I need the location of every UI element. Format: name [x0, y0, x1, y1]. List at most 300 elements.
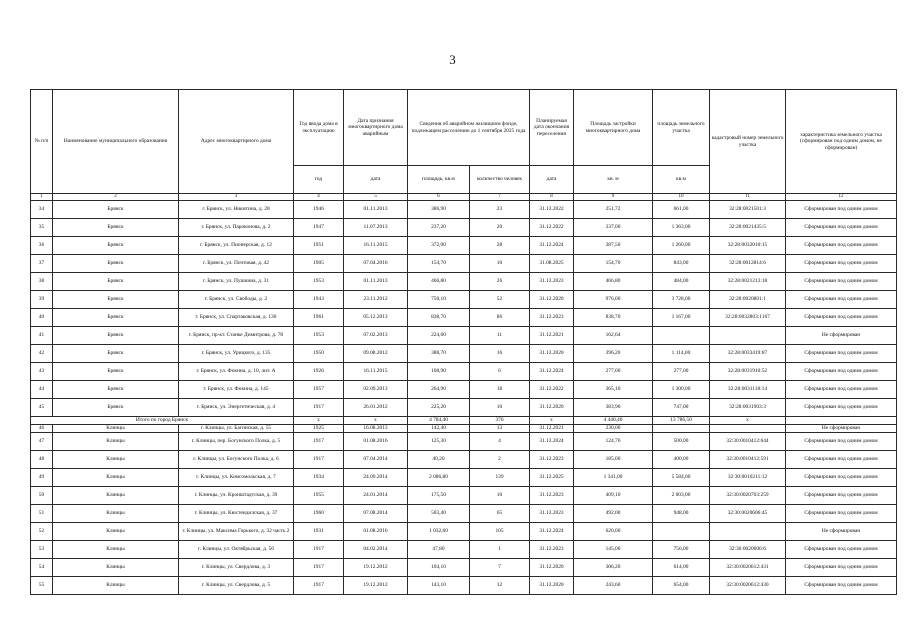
table-row [31, 577, 897, 595]
cadastral-number-cell [710, 425, 786, 433]
commission-year-cell: 1926 [294, 363, 344, 381]
land-area-cell: 654,00 [653, 577, 710, 595]
table-row [31, 505, 897, 523]
emergency-area-cell: 750,10 [408, 291, 470, 309]
land-area-cell: 661,00 [653, 201, 710, 219]
emergency-area-cell: 125,30 [408, 433, 470, 451]
col-header-resettlement-end: Планируемая дата окончания переселения [530, 90, 574, 166]
land-status-cell: Сформирован под одним домом [786, 381, 897, 399]
column-number: 9 [574, 194, 653, 201]
emergency-area-cell: 154,70 [408, 255, 470, 273]
building-area-cell: 976,00 [574, 291, 653, 309]
row-number-cell: 45 [31, 399, 53, 417]
land-area-cell: 400,00 [653, 451, 710, 469]
land-status-cell: Сформирован под одним домом [786, 291, 897, 309]
resident-count-cell: 86 [470, 309, 530, 327]
land-status-cell: Сформирован под одним домом [786, 219, 897, 237]
total-build-cell: 4 440,40 [574, 417, 653, 425]
col-header-address: Адрес многоквартирного дома [179, 90, 294, 194]
land-status-cell: Сформирован под одним домом [786, 345, 897, 363]
address-cell: г. Клинцы, ул. Кюстендилская, д. 37 [179, 505, 294, 523]
commission-year-cell: 1905 [294, 255, 344, 273]
building-area-cell: 337,00 [574, 219, 653, 237]
total-char-cell [786, 417, 897, 425]
resettlement-end-date-cell: 31.12.2020 [530, 577, 574, 595]
emergency-date-cell: 07.04.2016 [344, 255, 408, 273]
emergency-date-cell: 05.12.2013 [344, 309, 408, 327]
row-number-cell: 51 [31, 505, 53, 523]
building-area-cell: 251,72 [574, 201, 653, 219]
municipality-cell: Брянск [53, 219, 179, 237]
cadastral-number-cell: 32:28:0031118:14 [710, 381, 786, 399]
commission-year-cell: 1951 [294, 237, 344, 255]
table-row [31, 273, 897, 291]
commission-year-cell: 1955 [294, 487, 344, 505]
address-cell: г. Клинцы, ул. Комсомольская, д. 7 [179, 469, 294, 487]
resident-count-cell: 16 [470, 345, 530, 363]
resettlement-end-date-cell: 31.08.2025 [530, 255, 574, 273]
resettlement-end-date-cell: 31.12.2022 [530, 219, 574, 237]
total-end-cell: x [530, 417, 574, 425]
total-row [31, 417, 897, 425]
emergency-date-cell: 01.11.2013 [344, 201, 408, 219]
table-row [31, 201, 897, 219]
subheader-land-sqm: кв.м [653, 166, 710, 194]
emergency-date-cell: 11.07.2013 [344, 219, 408, 237]
cadastral-number-cell: 32:28:0033419:87 [710, 345, 786, 363]
resident-count-cell: 18 [470, 381, 530, 399]
building-area-cell: 230,00 [574, 425, 653, 433]
building-area-cell: 124,76 [574, 433, 653, 451]
table-row [31, 363, 897, 381]
municipality-cell: Клинцы [53, 425, 179, 433]
row-number-cell: 38 [31, 273, 53, 291]
municipality-cell: Клинцы [53, 469, 179, 487]
resettlement-end-date-cell: 31.12.2021 [530, 425, 574, 433]
land-area-cell: 1 114,00 [653, 345, 710, 363]
building-area-cell: 145,00 [574, 541, 653, 559]
address-cell: г. Брянск, ул. Пароконова, д. 2 [179, 219, 294, 237]
cadastral-number-cell: 32:30:0020612:431 [710, 559, 786, 577]
emergency-area-cell: 175,50 [408, 487, 470, 505]
building-area-cell: 243,60 [574, 577, 653, 595]
land-area-cell: 2 003,00 [653, 487, 710, 505]
table-row [31, 237, 897, 255]
cadastral-number-cell [710, 327, 786, 345]
commission-year-cell: 1953 [294, 327, 344, 345]
cadastral-number-cell: 32:30:0010412:591 [710, 451, 786, 469]
resident-count-cell: 10 [470, 487, 530, 505]
resettlement-end-date-cell: 31.12.2022 [530, 201, 574, 219]
table-row [31, 345, 897, 363]
resettlement-end-date-cell: 31.12.2020 [530, 559, 574, 577]
row-number-cell: 47 [31, 433, 53, 451]
table-row [31, 559, 897, 577]
land-status-cell: Сформирован под одним домом [786, 309, 897, 327]
table-row [31, 291, 897, 309]
commission-year-cell: 1931 [294, 523, 344, 541]
land-area-cell: 756,00 [653, 541, 710, 559]
municipality-cell: Брянск [53, 237, 179, 255]
commission-year-cell: 1917 [294, 559, 344, 577]
land-status-cell: Не сформирован [786, 523, 897, 541]
municipality-cell: Брянск [53, 345, 179, 363]
commission-year-cell: 1917 [294, 577, 344, 595]
subheader-people: количество человек [470, 166, 530, 194]
commission-year-cell: 1953 [294, 273, 344, 291]
row-number-cell: 43 [31, 363, 53, 381]
column-number-row [31, 194, 897, 201]
emergency-area-cell: 372,00 [408, 237, 470, 255]
resident-count-cell: 4 [470, 433, 530, 451]
emergency-date-cell: 24.09.2014 [344, 469, 408, 487]
resident-count-cell: 7 [470, 559, 530, 577]
commission-year-cell: 1917 [294, 451, 344, 469]
row-number-cell: 36 [31, 237, 53, 255]
commission-year-cell: 1934 [294, 469, 344, 487]
address-cell: г. Брянск, ул. Фокина, д. 145 [179, 381, 294, 399]
commission-year-cell: 1943 [294, 291, 344, 309]
resettlement-end-date-cell: 31.12.2022 [530, 381, 574, 399]
address-cell: г. Брянск, ул. Свободы, д. 2 [179, 291, 294, 309]
col-header-cadastral: кадастровый номер земельного участка [710, 90, 786, 194]
building-area-cell: 838,70 [574, 309, 653, 327]
commission-year-cell: 1946 [294, 201, 344, 219]
address-cell: г. Брянск, ул. Никитина, д. 28 [179, 201, 294, 219]
emergency-area-cell: 104,10 [408, 559, 470, 577]
resident-count-cell: 10 [470, 399, 530, 417]
row-number-cell: 55 [31, 577, 53, 595]
table-row [31, 469, 897, 487]
resident-count-cell: 52 [470, 291, 530, 309]
header-row [31, 90, 897, 166]
resettlement-end-date-cell: 31.12.2023 [530, 487, 574, 505]
subheader-year: год [294, 166, 344, 194]
table-row [31, 433, 897, 451]
resident-count-cell: 139 [470, 469, 530, 487]
land-area-cell: 500,00 [653, 433, 710, 451]
building-area-cell: 492,00 [574, 505, 653, 523]
resettlement-end-date-cell: 31.12.2024 [530, 433, 574, 451]
address-cell: г. Брянск, ул. Урицкого, д. 135 [179, 345, 294, 363]
address-cell: г. Клинцы, ул. Богунского Полка, д. 6 [179, 451, 294, 469]
land-area-cell [653, 523, 710, 541]
row-number-cell: 54 [31, 559, 53, 577]
land-status-cell: Сформирован под одним домом [786, 237, 897, 255]
commission-year-cell: 1961 [294, 309, 344, 327]
total-date-cell: x [344, 417, 408, 425]
emergency-area-cell: 386,90 [408, 201, 470, 219]
address-cell: г. Клинцы, пер. Богунского Полка, д. 5 [179, 433, 294, 451]
row-number-cell: 41 [31, 327, 53, 345]
land-area-cell: 5 584,00 [653, 469, 710, 487]
land-area-cell: 614,00 [653, 559, 710, 577]
address-cell: г. Брянск, ул. Почтовая, д. 42 [179, 255, 294, 273]
emergency-area-cell: 838,70 [408, 309, 470, 327]
land-status-cell: Сформирован под одним домом [786, 487, 897, 505]
cadastral-number-cell: 32:28:0021435:5 [710, 219, 786, 237]
land-status-cell: Сформирован под одним домом [786, 433, 897, 451]
address-cell: г. Брянск, ул. Спартаковская, д. 130 [179, 309, 294, 327]
row-number-cell: 49 [31, 469, 53, 487]
commission-year-cell: 1950 [294, 345, 344, 363]
municipality-cell: Клинцы [53, 487, 179, 505]
resident-count-cell: 1 [470, 541, 530, 559]
municipality-cell: Клинцы [53, 505, 179, 523]
address-cell: г. Клинцы, ул. Максима Горького, д. 32 часть 2 [179, 523, 294, 541]
resettlement-end-date-cell: 31.12.2023 [530, 309, 574, 327]
row-number-cell: 39 [31, 291, 53, 309]
cadastral-number-cell: 32:30:0020612:430 [710, 577, 786, 595]
resident-count-cell: 20 [470, 219, 530, 237]
subheader-area: площадь, кв.м [408, 166, 470, 194]
column-number: 10 [653, 194, 710, 201]
cadastral-number-cell: 32:30:0010412:644 [710, 433, 786, 451]
municipality-cell: Клинцы [53, 451, 179, 469]
land-status-cell: Сформирован под одним домом [786, 541, 897, 559]
table-row [31, 219, 897, 237]
emergency-area-cell: 142,40 [408, 425, 470, 433]
resettlement-end-date-cell: 31.12.2024 [530, 363, 574, 381]
total-year-cell: x [294, 417, 344, 425]
emergency-date-cell: 01.08.2016 [344, 523, 408, 541]
land-area-cell: 1 167,00 [653, 309, 710, 327]
land-status-cell: Сформирован под одним домом [786, 451, 897, 469]
emergency-date-cell: 01.08.2016 [344, 433, 408, 451]
emergency-date-cell: 07.08.2014 [344, 505, 408, 523]
cadastral-number-cell: 32:28:0021213:18 [710, 273, 786, 291]
row-number-cell: 35 [31, 219, 53, 237]
total-land-cell: 13 786,50 [653, 417, 710, 425]
resettlement-end-date-cell: 31.12.2024 [530, 237, 574, 255]
address-cell: г. Клинцы, ул. Октябрьская, д. 56 [179, 541, 294, 559]
land-area-cell: 747,00 [653, 399, 710, 417]
commission-year-cell: 1947 [294, 219, 344, 237]
emergency-area-cell: 143,10 [408, 577, 470, 595]
municipality-cell: Клинцы [53, 523, 179, 541]
municipality-cell: Брянск [53, 291, 179, 309]
table-row [31, 381, 897, 399]
table-row [31, 487, 897, 505]
building-area-cell: 466,80 [574, 273, 653, 291]
emergency-date-cell: 16.11.2015 [344, 363, 408, 381]
column-number: 6 [408, 194, 470, 201]
row-number-cell: 52 [31, 523, 53, 541]
table-row [31, 309, 897, 327]
resettlement-end-date-cell: 31.12.2020 [530, 291, 574, 309]
emergency-area-cell: 466,80 [408, 273, 470, 291]
column-number: 4 [294, 194, 344, 201]
col-header-emergency-fund: Сведения об аварийном жилищном фонде, подлежащем расселению до 1 сентября 2025 года [408, 90, 530, 166]
emergency-area-cell: 40,20 [408, 451, 470, 469]
address-cell: г. Брянск, ул. Пушкина, д. 31 [179, 273, 294, 291]
col-header-land-area: площадь земельного участка [653, 90, 710, 166]
municipality-cell: Клинцы [53, 577, 179, 595]
land-area-cell [653, 327, 710, 345]
land-area-cell: 484,00 [653, 273, 710, 291]
land-status-cell: Не сформирован [786, 425, 897, 433]
table-row [31, 523, 897, 541]
land-area-cell: 1 260,00 [653, 237, 710, 255]
resettlement-end-date-cell: 31.12.2023 [530, 505, 574, 523]
table-row [31, 451, 897, 469]
land-status-cell: Не сформирован [786, 327, 897, 345]
emergency-housing-table [30, 89, 897, 595]
commission-year-cell: 1925 [294, 425, 344, 433]
land-status-cell: Сформирован под одним домом [786, 273, 897, 291]
emergency-date-cell: 04.02.2014 [344, 541, 408, 559]
land-status-cell: Сформирован под одним домом [786, 505, 897, 523]
resettlement-end-date-cell: 31.12.2024 [530, 523, 574, 541]
land-status-cell: Сформирован под одним домом [786, 577, 897, 595]
row-number-cell: 53 [31, 541, 53, 559]
emergency-area-cell: 224,60 [408, 327, 470, 345]
resettlement-end-date-cell: 31.12.2023 [530, 451, 574, 469]
column-number: 1 [31, 194, 53, 201]
emergency-date-cell: 16.11.2015 [344, 237, 408, 255]
land-status-cell: Сформирован под одним домом [786, 363, 897, 381]
emergency-area-cell: 503,40 [408, 505, 470, 523]
building-area-cell: 409,10 [574, 487, 653, 505]
building-area-cell: 306,20 [574, 559, 653, 577]
resettlement-end-date-cell: 31.12.2020 [530, 345, 574, 363]
land-area-cell: 948,00 [653, 505, 710, 523]
cadastral-number-cell: 32:28:0012814:6 [710, 255, 786, 273]
municipality-cell: Брянск [53, 273, 179, 291]
emergency-area-cell: 237,20 [408, 219, 470, 237]
emergency-area-cell: 225,20 [408, 399, 470, 417]
emergency-date-cell: 19.12.2012 [344, 559, 408, 577]
emergency-date-cell: 01.11.2013 [344, 273, 408, 291]
land-status-cell: Сформирован под одним домом [786, 399, 897, 417]
municipality-cell: Брянск [53, 399, 179, 417]
building-area-cell: 383,90 [574, 399, 653, 417]
resident-count-cell: 23 [470, 201, 530, 219]
municipality-cell: Клинцы [53, 541, 179, 559]
col-header-commission-year: Год ввода дома в эксплуатацию [294, 90, 344, 166]
address-cell: г. Брянск, ул. Пионерская, д. 12 [179, 237, 294, 255]
land-area-cell: 3 728,00 [653, 291, 710, 309]
building-area-cell: 154,70 [574, 255, 653, 273]
address-cell: г. Клинцы, ул. Кронштадтская, д. 39 [179, 487, 294, 505]
cadastral-number-cell: 32:30:0010211:12 [710, 469, 786, 487]
cadastral-number-cell: 32:28:0032803:1167 [710, 309, 786, 327]
cadastral-number-cell: 32:30:0020606:6 [710, 541, 786, 559]
emergency-area-cell: 2 086,80 [408, 469, 470, 487]
land-area-cell: 1 363,00 [653, 219, 710, 237]
column-number: 7 [470, 194, 530, 201]
emergency-area-cell: 1 032,60 [408, 523, 470, 541]
resident-count-cell: 12 [470, 577, 530, 595]
subheader-end-date: дата [530, 166, 574, 194]
land-status-cell: Сформирован под одним домом [786, 469, 897, 487]
emergency-area-cell: 108,90 [408, 363, 470, 381]
emergency-date-cell: 07.02.2013 [344, 327, 408, 345]
column-number: 3 [179, 194, 294, 201]
address-cell: г. Брянск, ул. Энергетическая, д. 4 [179, 399, 294, 417]
building-area-cell: 277,00 [574, 363, 653, 381]
address-cell: г. Клинцы, ул. Багинская, д. 55 [179, 425, 294, 433]
col-header-emergency-date: Дата признания многоквартирного дома аварийным [344, 90, 408, 166]
emergency-date-cell: 26.01.2012 [344, 399, 408, 417]
municipality-cell: Клинцы [53, 559, 179, 577]
column-number: 11 [710, 194, 786, 201]
land-area-cell [653, 425, 710, 433]
table-row [31, 327, 897, 345]
emergency-date-cell: 24.01.2014 [344, 487, 408, 505]
resettlement-end-date-cell: 31.12.2020 [530, 399, 574, 417]
row-number-cell: 34 [31, 201, 53, 219]
building-area-cell: 1 341,00 [574, 469, 653, 487]
emergency-date-cell: 19.12.2012 [344, 577, 408, 595]
emergency-area-cell: 47,80 [408, 541, 470, 559]
cadastral-number-cell: 32:28:0031910:52 [710, 363, 786, 381]
resettlement-end-date-cell: 31.12.2023 [530, 541, 574, 559]
total-label-cell: Итого по город Брянск [31, 417, 294, 425]
cadastral-number-cell: 32:30:0020606:45 [710, 505, 786, 523]
total-people-cell: 376 [470, 417, 530, 425]
row-number-cell: 42 [31, 345, 53, 363]
municipality-cell: Клинцы [53, 433, 179, 451]
building-area-cell: 162,64 [574, 327, 653, 345]
table-row [31, 541, 897, 559]
resident-count-cell: 28 [470, 237, 530, 255]
address-cell: г. Клинцы, ул. Свердлова, д. 5 [179, 577, 294, 595]
resident-count-cell: 11 [470, 327, 530, 345]
resident-count-cell: 65 [470, 505, 530, 523]
page-number: 3 [449, 52, 456, 67]
column-number: 12 [786, 194, 897, 201]
column-number: 5 [344, 194, 408, 201]
municipality-cell: Брянск [53, 381, 179, 399]
subheader-date: дата [344, 166, 408, 194]
emergency-area-cell: 264,90 [408, 381, 470, 399]
resettlement-end-date-cell: 31.12.2021 [530, 327, 574, 345]
row-number-cell: 48 [31, 451, 53, 469]
commission-year-cell: 1957 [294, 381, 344, 399]
address-cell: г. Брянск, ул. Фокина, д. 10, лит. А [179, 363, 294, 381]
emergency-date-cell: 16.08.2013 [344, 425, 408, 433]
col-header-municipality: Наименование муниципального образования [53, 90, 179, 194]
subheader-sqm: кв. м [574, 166, 653, 194]
resettlement-end-date-cell: 31.12.2023 [530, 273, 574, 291]
resident-count-cell: 26 [470, 273, 530, 291]
row-number-cell: 44 [31, 381, 53, 399]
cadastral-number-cell: 32:28:0020801:1 [710, 291, 786, 309]
land-status-cell: Сформирован под одним домом [786, 201, 897, 219]
municipality-cell: Брянск [53, 363, 179, 381]
building-area-cell: 287,50 [574, 237, 653, 255]
column-number: 2 [53, 194, 179, 201]
land-area-cell: 843,00 [653, 255, 710, 273]
resident-count-cell: 105 [470, 523, 530, 541]
resident-count-cell: 10 [470, 255, 530, 273]
building-area-cell: 620,00 [574, 523, 653, 541]
cadastral-number-cell: 32:30:0020703:259 [710, 487, 786, 505]
emergency-date-cell: 02.09.2013 [344, 381, 408, 399]
table-row [31, 399, 897, 417]
resident-count-cell: 6 [470, 363, 530, 381]
municipality-cell: Брянск [53, 309, 179, 327]
total-area-cell: 4 784,40 [408, 417, 470, 425]
row-number-cell: 50 [31, 487, 53, 505]
resident-count-cell: 2 [470, 451, 530, 469]
land-status-cell: Сформирован под одним домом [786, 559, 897, 577]
col-header-build-area: Площадь застройки многоквартирного дома [574, 90, 653, 166]
land-area-cell: 277,00 [653, 363, 710, 381]
row-number-cell: 37 [31, 255, 53, 273]
land-area-cell: 1 300,00 [653, 381, 710, 399]
